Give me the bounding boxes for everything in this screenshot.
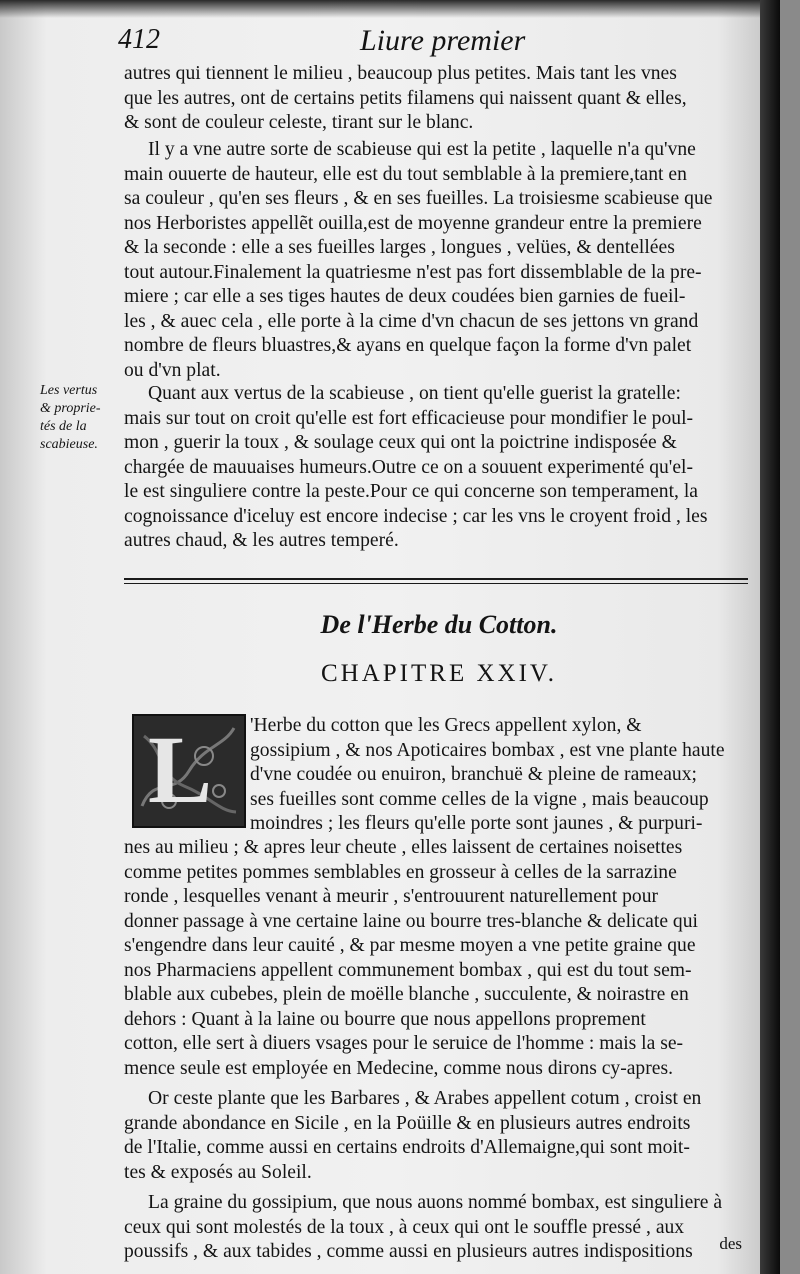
- text-line: mon , guerir la toux , & soulage ceux qui ont la poictrine indisposée &: [124, 432, 677, 453]
- text-line: & sont de couleur celeste, tirant sur le blanc.: [124, 112, 474, 133]
- text-line: moindres ; les fleurs qu'elle porte sont jaunes , & purpuri-: [250, 813, 703, 834]
- margin-note-line: tés de la: [40, 419, 87, 434]
- text-line: blable aux cubebes, plein de moëlle blanche , succulente, & noirastre en: [124, 984, 689, 1005]
- text-line: ou d'vn plat.: [124, 359, 221, 381]
- text-line: que les autres, ont de certains petits filamens qui naissent quant & elles,: [124, 87, 687, 109]
- chapter-opening-lines: [250, 714, 754, 837]
- text-line: miere ; car elle a ses tiges hautes de deux coudées bien garnies de fueil-: [124, 286, 686, 307]
- initial-letter: L: [148, 716, 213, 823]
- text-line: nos Pharmaciens appellent communement bombax , qui est du tout sem-: [124, 959, 692, 981]
- catchword: des: [719, 1234, 742, 1253]
- text-line: cotton, elle sert à diuers vsages pour le seruice de l'homme : mais la se-: [124, 1033, 684, 1054]
- text-line: mais sur tout on croit qu'elle est fort efficacieuse pour mondifier le poul-: [124, 407, 694, 429]
- margin-note-line: scabieuse.: [40, 437, 98, 452]
- text-line: ceux qui sont molestés de la toux , à ceux qui ont le souffle pressé , aux: [124, 1216, 685, 1238]
- text-line: nes au milieu ; & apres leur cheute , elles laissent de certaines noisettes: [124, 837, 683, 858]
- text-line: de l'Italie, comme aussi en certains endroits d'Allemaigne,qui sont moit-: [124, 1137, 690, 1158]
- text-line: poussifs , & aux tabides , comme aussi en plusieurs autres indispositions: [124, 1241, 693, 1262]
- section-divider-rule: [124, 578, 748, 580]
- text-line: gossipium , & nos Apoticaires bombax , est vne plante haute: [250, 739, 725, 761]
- decorated-initial: [132, 714, 246, 828]
- text-line: donner passage à vne certaine laine ou bourre tres-blanche & delicate qui: [124, 910, 698, 932]
- text-line: La graine du gossipium, que nous auons nommé bombax, est singuliere à: [148, 1192, 723, 1213]
- text-line: tes & exposés au Soleil.: [124, 1161, 312, 1183]
- text-line: d'vne coudée ou enuiron, branchuë & pleine de rameaux;: [250, 764, 697, 785]
- text-line: s'engendre dans leur cauité , & par mesme moyen a vne petite graine que: [124, 935, 696, 956]
- text-line: Quant aux vertus de la scabieuse , on tient qu'elle guerist la gratelle:: [148, 383, 681, 404]
- text-line: cognoissance d'iceluy est encore indecise ; car les vns le croyent froid , les: [124, 505, 708, 527]
- page-number: 412: [118, 24, 160, 55]
- text-line: Or ceste plante que les Barbares , & Arabes appellent cotum , croist en: [148, 1088, 702, 1109]
- section1-paragraph-2: [124, 138, 754, 383]
- text-line: le est singuliere contre la peste.Pour ce qui concerne son temperament, la: [124, 481, 698, 502]
- text-line: ronde , lesquelles venant à meurir , s'entrouurent naturellement pour: [124, 886, 659, 907]
- section-divider-rule-thin: [124, 583, 748, 584]
- text-line: autres chaud, & les autres temperé.: [124, 530, 399, 551]
- chapter-number: CHAPITRE XXIV.: [321, 660, 557, 687]
- text-line: grande abondance en Sicile , en la Poüille & en plusieurs autres endroits: [124, 1112, 691, 1134]
- text-line: tout autour.Finalement la quatriesme n'est pas fort dissemblable de la pre-: [124, 261, 702, 283]
- text-line: nos Herboristes appellẽt ouilla,est de moyenne grandeur entre la premiere: [124, 212, 702, 234]
- margin-note-line: & proprie-: [40, 401, 101, 416]
- section1-opening: [124, 62, 754, 136]
- text-line: sa couleur , qu'en ses fleurs , & en ses fueilles. La troisiesme scabieuse que: [124, 188, 713, 209]
- text-line: autres qui tiennent le milieu , beaucoup plus petites. Mais tant les vnes: [124, 63, 677, 84]
- text-line: chargée de mauuaises humeurs.Outre ce on a souuent experimenté qu'el-: [124, 456, 693, 478]
- text-line: ses fueilles sont comme celles de la vigne , mais beaucoup: [250, 788, 709, 810]
- text-line: 'Herbe du cotton que les Grecs appellent xylon, &: [250, 715, 642, 736]
- text-line: les , & auec cela , elle porte à la cime d'vn chacun de ses jettons vn grand: [124, 310, 699, 332]
- chapter-body: [124, 836, 754, 1265]
- page-gutter-edge: [760, 0, 780, 1274]
- chapter-title: De l'Herbe du Cotton.: [320, 610, 558, 639]
- section1-paragraph-3: [124, 382, 754, 554]
- top-shadow: [0, 0, 780, 18]
- text-line: dehors : Quant à la laine ou bourre que nous appellons proprement: [124, 1008, 646, 1030]
- margin-note-line: Les vertus: [40, 383, 98, 398]
- running-head: Liure premier: [360, 24, 526, 57]
- text-line: main ouuerte de hauteur, elle est du tout semblable à la premiere,tant en: [124, 163, 687, 185]
- text-line: Il y a vne autre sorte de scabieuse qui est la petite , laquelle n'a qu'vne: [148, 139, 696, 160]
- text-line: & la seconde : elle a ses fueilles larges , longues , velües, & dentellées: [124, 237, 675, 258]
- text-line: nombre de fleurs bluastres,& ayans en quelque façon la forme d'vn palet: [124, 335, 692, 356]
- text-line: mence seule est employée en Medecine, comme nous dirons cy-apres.: [124, 1057, 673, 1079]
- text-line: comme petites pommes semblables en grosseur à celles de la sarrazine: [124, 861, 677, 883]
- margin-note: [40, 382, 124, 454]
